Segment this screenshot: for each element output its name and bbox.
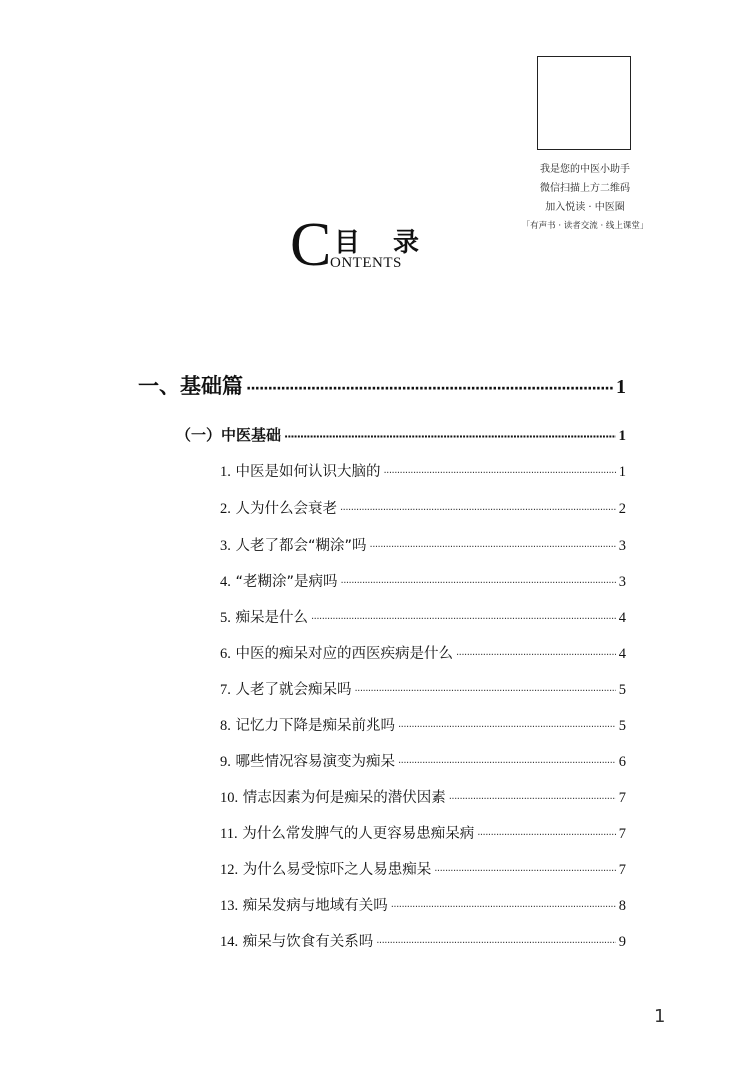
toc-item-entry[interactable]	[220, 606, 626, 627]
leader-dots	[456, 650, 616, 661]
toc-item-entry[interactable]	[220, 822, 626, 843]
toc-item-entry[interactable]	[220, 786, 626, 807]
toc-entry-page: 5	[618, 682, 626, 698]
toc-item-entry[interactable]	[220, 930, 626, 951]
toc-entry-page: 7	[618, 862, 626, 878]
toc-entry-page: 1	[618, 428, 626, 444]
toc-item-entry[interactable]	[220, 894, 626, 915]
toc-entry-page: 6	[618, 754, 626, 770]
toc-entry-page: 1	[618, 464, 626, 480]
toc-entry-number: 1.	[220, 464, 231, 480]
toc-entry-text: 中医是如何认识大脑的	[235, 464, 381, 480]
heading-title: 目 录	[334, 228, 432, 258]
leader-dots	[340, 505, 616, 516]
toc-entry-title	[220, 678, 351, 699]
toc-entry-title	[220, 497, 337, 518]
toc-entry-page: 4	[618, 646, 626, 662]
qr-caption	[500, 160, 670, 236]
toc-entry-title: （一）中医基础	[176, 426, 282, 444]
toc-entry-title	[220, 750, 395, 771]
toc-entry-page: 3	[618, 574, 626, 590]
toc-item-entry[interactable]	[220, 678, 626, 699]
toc-entry-title	[220, 930, 373, 951]
toc-heading	[290, 211, 432, 279]
leader-dots	[477, 830, 616, 841]
toc-entry-page: 7	[618, 826, 626, 842]
qr-caption-line: 微信扫描上方二维码	[540, 183, 630, 194]
leader-dots	[370, 542, 616, 553]
toc-part-entry[interactable]	[138, 370, 626, 400]
toc-item-entry[interactable]	[220, 460, 626, 481]
toc-entry-number: 11.	[220, 826, 238, 842]
leader-dots	[354, 686, 615, 697]
leader-dots	[311, 614, 616, 625]
toc-entry-text: 为什么易受惊吓之人易患痴呆	[242, 862, 432, 878]
toc-entry-number: 14.	[220, 934, 239, 950]
toc-entry-number: 4.	[220, 574, 231, 590]
qr-caption-line: 加入悦读 · 中医圈	[545, 202, 625, 213]
toc-entry-number: 10.	[220, 790, 239, 806]
toc-entry-text: 哪些情况容易演变为痴呆	[235, 754, 395, 770]
toc-entry-number: 9.	[220, 754, 231, 770]
toc-entry-title	[220, 570, 338, 591]
toc-entry-page: 7	[618, 790, 626, 806]
toc-entry-title	[220, 606, 308, 627]
toc-entry-number: 6.	[220, 646, 231, 662]
toc-entry-title	[220, 822, 474, 843]
toc-entry-text: “老糊涂”是病吗	[235, 574, 338, 590]
page-number: 1	[654, 1006, 666, 1027]
toc-entry-number: 8.	[220, 718, 231, 734]
toc-entry-text: 痴呆是什么	[235, 610, 308, 626]
leader-dots	[398, 722, 616, 733]
leader-dots	[398, 758, 616, 769]
toc-entry-text: 人老了就会痴呆吗	[235, 682, 352, 698]
toc-entry-number: 7.	[220, 682, 231, 698]
leader-dots	[246, 381, 613, 397]
toc-entry-page: 8	[618, 898, 626, 914]
toc-item-entry[interactable]	[220, 534, 626, 555]
toc-entry-text: 痴呆发病与地域有关吗	[242, 898, 388, 914]
heading-subtitle: ONTENTS	[330, 255, 402, 271]
toc-entry-page: 4	[618, 610, 626, 626]
leader-dots	[449, 794, 616, 805]
toc-item-entry[interactable]	[220, 642, 626, 663]
toc-entry-text: 记忆力下降是痴呆前兆吗	[235, 718, 395, 734]
toc-entry-page: 9	[618, 934, 626, 950]
heading-initial-letter: C	[290, 211, 332, 279]
toc-entry-number: 13.	[220, 898, 239, 914]
toc-entry-title	[220, 786, 446, 807]
toc-entry-text: 情志因素为何是痴呆的潜伏因素	[242, 790, 446, 806]
toc-entry-title	[220, 642, 453, 663]
toc-entry-page: 5	[618, 718, 626, 734]
toc-entry-title: 一、基础篇	[138, 374, 243, 398]
toc-entry-text: 人老了都会“糊涂”吗	[235, 538, 367, 554]
toc-entry-number: 2.	[220, 501, 231, 517]
toc-entry-title	[220, 894, 388, 915]
qr-caption-line: 「有声书 · 读者交流 · 线上课堂」	[521, 221, 649, 231]
toc-item-entry[interactable]	[220, 570, 626, 591]
toc-entry-title	[220, 858, 431, 879]
toc-entry-title	[220, 714, 395, 735]
toc-section-entry[interactable]	[176, 424, 626, 445]
leader-dots	[391, 902, 616, 913]
leader-dots	[383, 468, 615, 479]
qr-caption-line: 我是您的中医小助手	[540, 164, 630, 175]
qr-code-placeholder	[537, 56, 631, 150]
toc-item-entry[interactable]	[220, 497, 626, 518]
toc-entry-number: 3.	[220, 538, 231, 554]
leader-dots	[376, 938, 616, 949]
toc-entry-page: 2	[618, 501, 626, 517]
toc-item-entry[interactable]	[220, 750, 626, 771]
toc-entry-text: 中医的痴呆对应的西医疾病是什么	[235, 646, 453, 662]
toc-entry-text: 为什么常发脾气的人更容易患痴呆病	[242, 826, 475, 842]
toc-entry-page: 3	[618, 538, 626, 554]
toc-item-entry[interactable]	[220, 858, 626, 879]
leader-dots	[434, 866, 616, 877]
leader-dots	[341, 578, 616, 589]
leader-dots	[284, 430, 615, 443]
toc-entry-title	[220, 460, 380, 481]
toc-entry-number: 5.	[220, 610, 231, 626]
toc-entry-number: 12.	[220, 862, 239, 878]
toc-entry-text: 痴呆与饮食有关系吗	[242, 934, 374, 950]
toc-entry-text: 人为什么会衰老	[235, 501, 337, 517]
toc-entry-page: 1	[616, 376, 626, 398]
toc-entry-title	[220, 534, 367, 555]
toc-item-entry[interactable]	[220, 714, 626, 735]
